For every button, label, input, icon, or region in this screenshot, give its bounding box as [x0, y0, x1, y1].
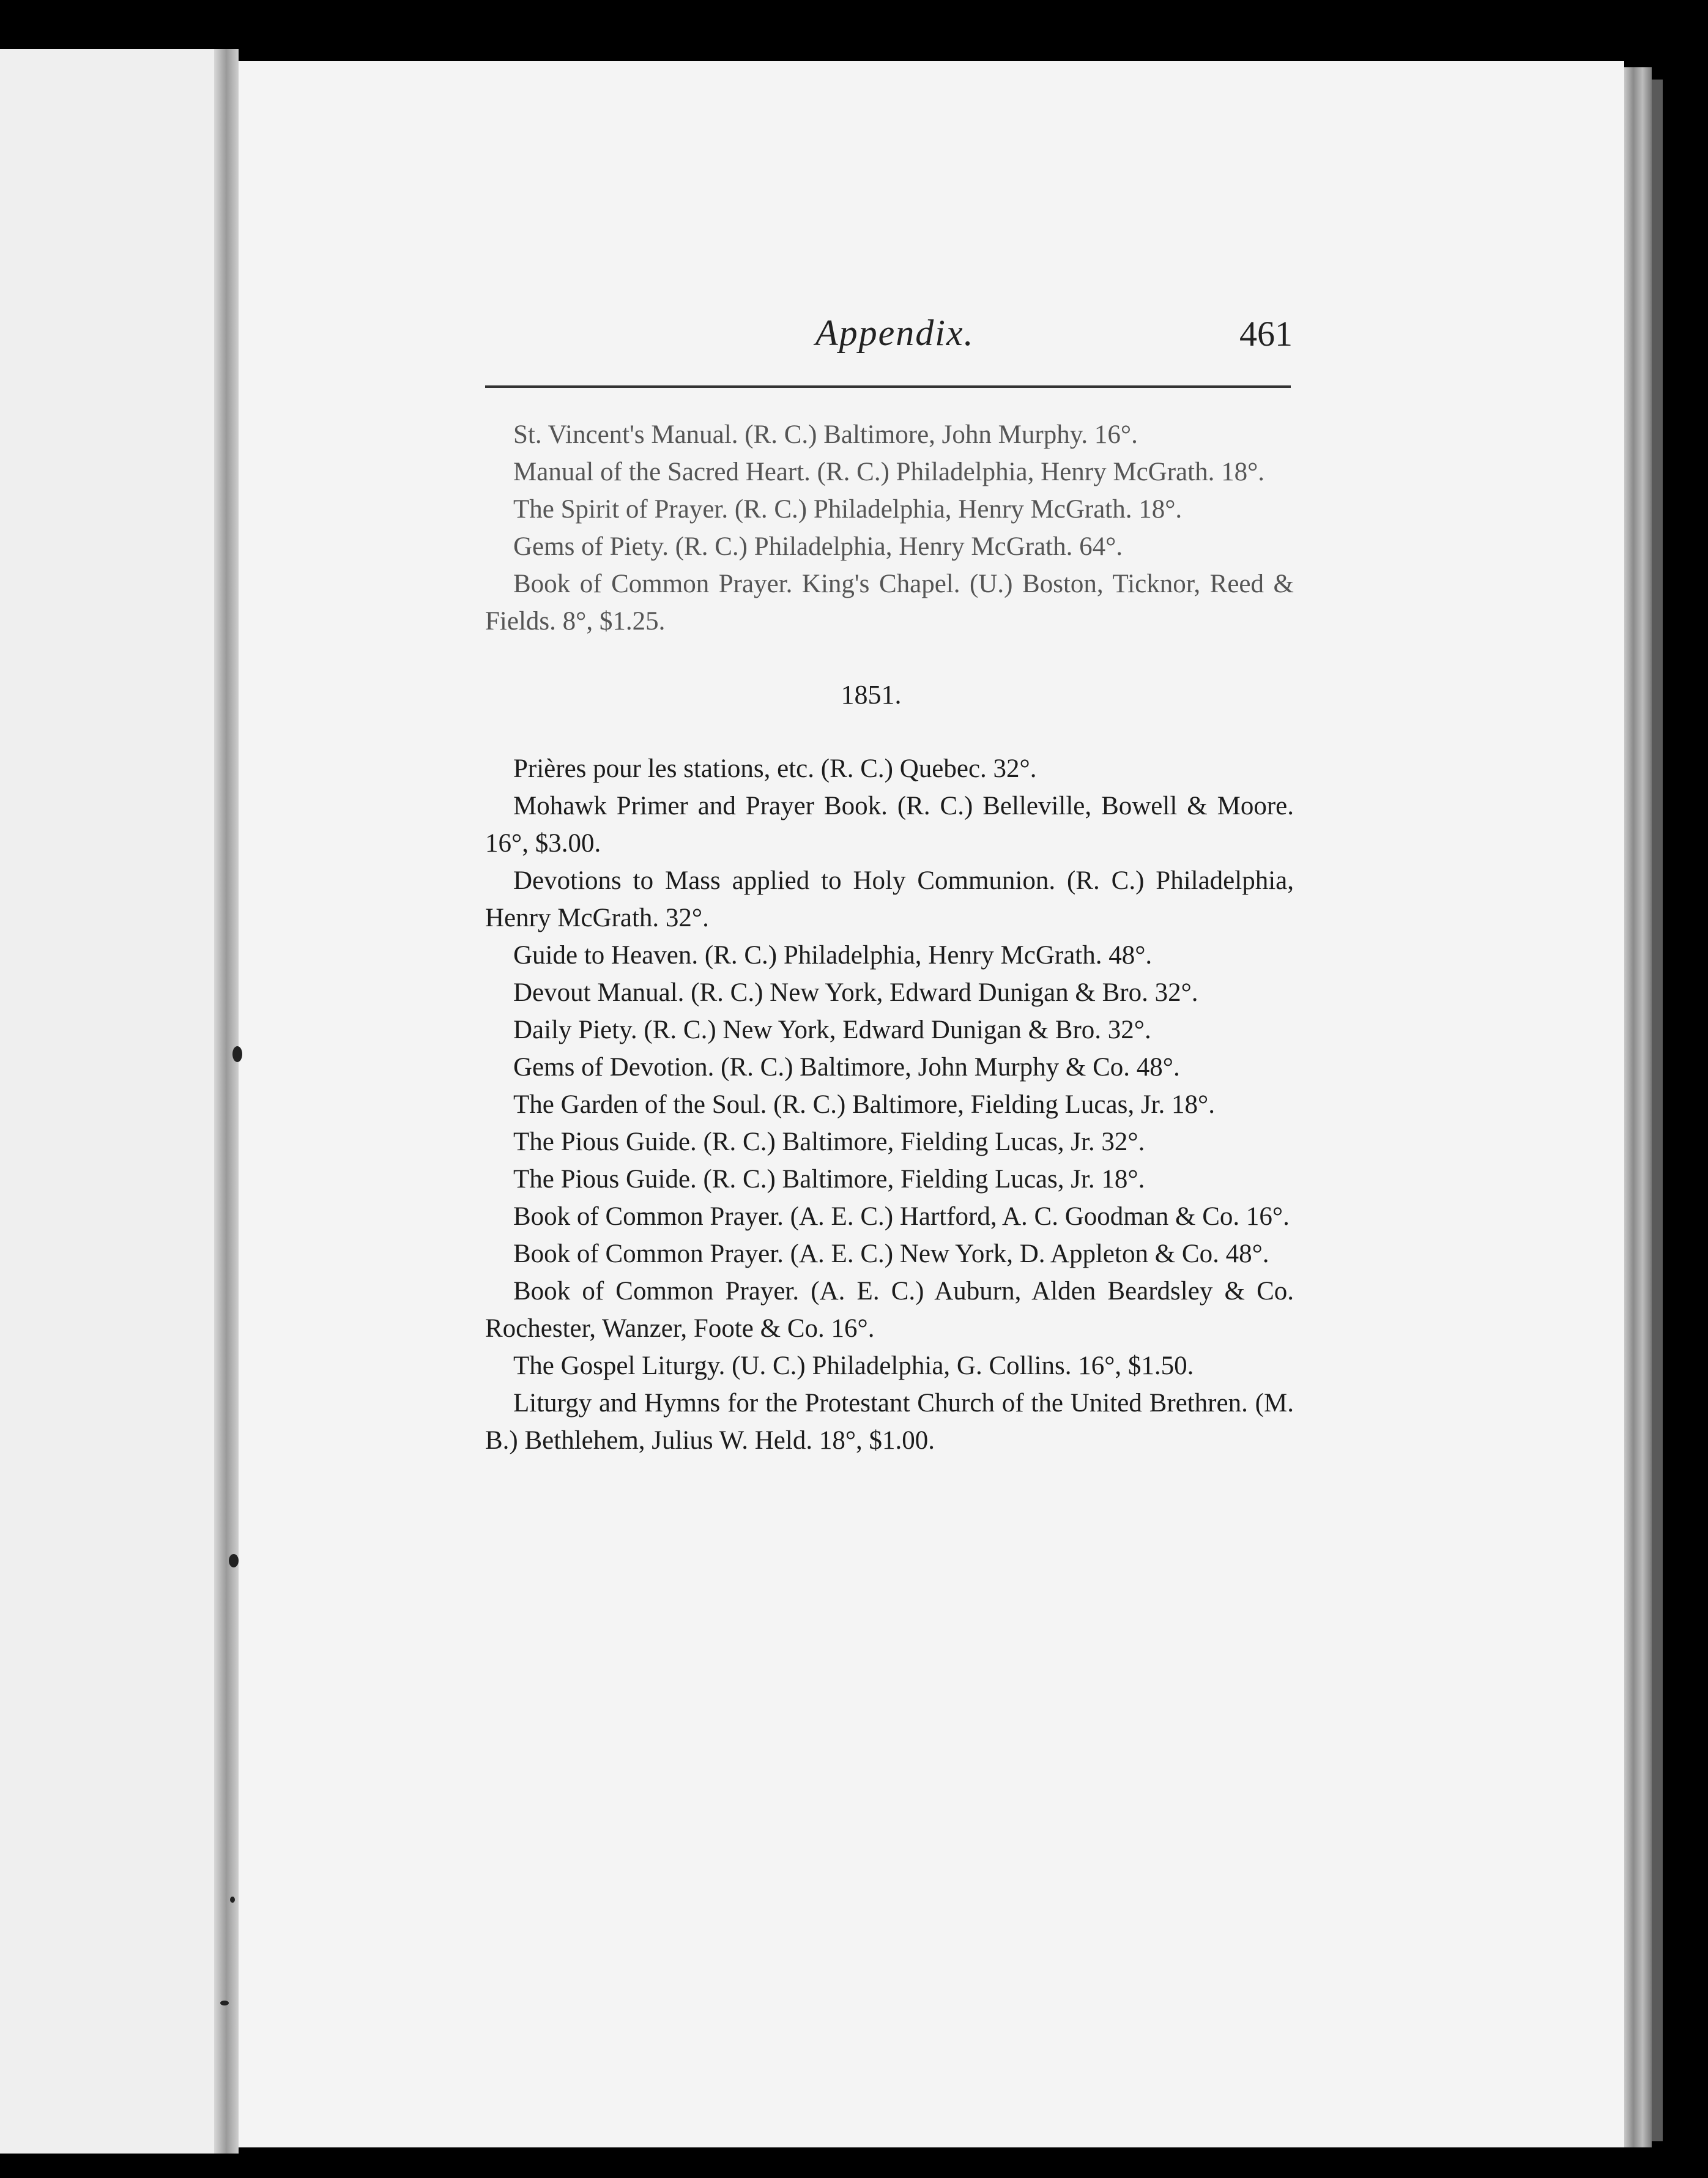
binding-mark — [220, 2001, 229, 2005]
bibliography-entry: Book of Common Prayer. King's Chapel. (U.) Boston, Ticknor, Reed & Fields. 8°, $1.25. — [485, 570, 1294, 636]
binding-mark — [230, 1897, 235, 1903]
gutter-shadow — [214, 49, 239, 2154]
bibliography-entry: Prières pour les stations, etc. (R. C.) Quebec. 32°. — [513, 754, 1037, 783]
page-edge — [1624, 67, 1652, 2147]
bibliography-entry: Manual of the Sacred Heart. (R. C.) Philadelphia, Henry McGrath. 18°. — [513, 458, 1265, 486]
bibliography-entry: Devout Manual. (R. C.) New York, Edward Dunigan & Bro. 32°. — [513, 978, 1198, 1007]
bibliography-text — [485, 416, 1294, 1459]
bibliography-entry: Guide to Heaven. (R. C.) Philadelphia, Henry McGrath. 48°. — [513, 941, 1153, 970]
bibliography-entry: Daily Piety. (R. C.) New York, Edward Dunigan & Bro. 32°. — [513, 1016, 1151, 1044]
bibliography-entry: Liturgy and Hymns for the Protestant Church of the United Brethren. (M. B.) Bethlehem, Julius W. Held. 18°, $1.00. — [485, 1389, 1294, 1455]
page-number: 461 — [1239, 314, 1293, 354]
bibliography-entry: Book of Common Prayer. (A. E. C.) Hartford, A. C. Goodman & Co. 16°. — [513, 1202, 1290, 1231]
binding-mark — [229, 1554, 239, 1567]
running-head — [485, 306, 1293, 367]
bibliography-entry: Book of Common Prayer. (A. E. C.) Auburn, Alden Beardsley & Co. Rochester, Wanzer, Foote & Co. 16°. — [485, 1277, 1294, 1343]
bibliography-entry: The Pious Guide. (R. C.) Baltimore, Fielding Lucas, Jr. 32°. — [513, 1128, 1145, 1156]
bibliography-entry: The Gospel Liturgy. (U. C.) Philadelphia, G. Collins. 16°, $1.50. — [513, 1351, 1194, 1380]
bibliography-entry: The Garden of the Soul. (R. C.) Baltimore, Fielding Lucas, Jr. 18°. — [513, 1090, 1215, 1119]
facing-page — [0, 49, 223, 2154]
running-title: Appendix. — [815, 313, 975, 353]
bibliography-entry: Book of Common Prayer. (A. E. C.) New York, D. Appleton & Co. 48°. — [513, 1240, 1269, 1268]
bibliography-entry: Gems of Piety. (R. C.) Philadelphia, Henry McGrath. 64°. — [513, 532, 1123, 561]
bibliography-entry: Devotions to Mass applied to Holy Communion. (R. C.) Philadelphia, Henry McGrath. 32°. — [485, 866, 1294, 932]
bibliography-entry: St. Vincent's Manual. (R. C.) Baltimore, John Murphy. 16°. — [513, 420, 1138, 449]
bibliography-entry: The Pious Guide. (R. C.) Baltimore, Fielding Lucas, Jr. 18°. — [513, 1165, 1145, 1194]
year-heading: 1851. — [841, 680, 902, 710]
bibliography-entry: The Spirit of Prayer. (R. C.) Philadelphia, Henry McGrath. 18°. — [513, 495, 1183, 524]
page-edge-dark — [1652, 80, 1663, 2141]
header-rule — [485, 385, 1291, 388]
bibliography-entry: Mohawk Primer and Prayer Book. (R. C.) Belleville, Bowell & Moore. 16°, $3.00. — [485, 792, 1294, 858]
bibliography-entry: Gems of Devotion. (R. C.) Baltimore, John Murphy & Co. 48°. — [513, 1053, 1180, 1082]
binding-mark — [232, 1046, 242, 1062]
